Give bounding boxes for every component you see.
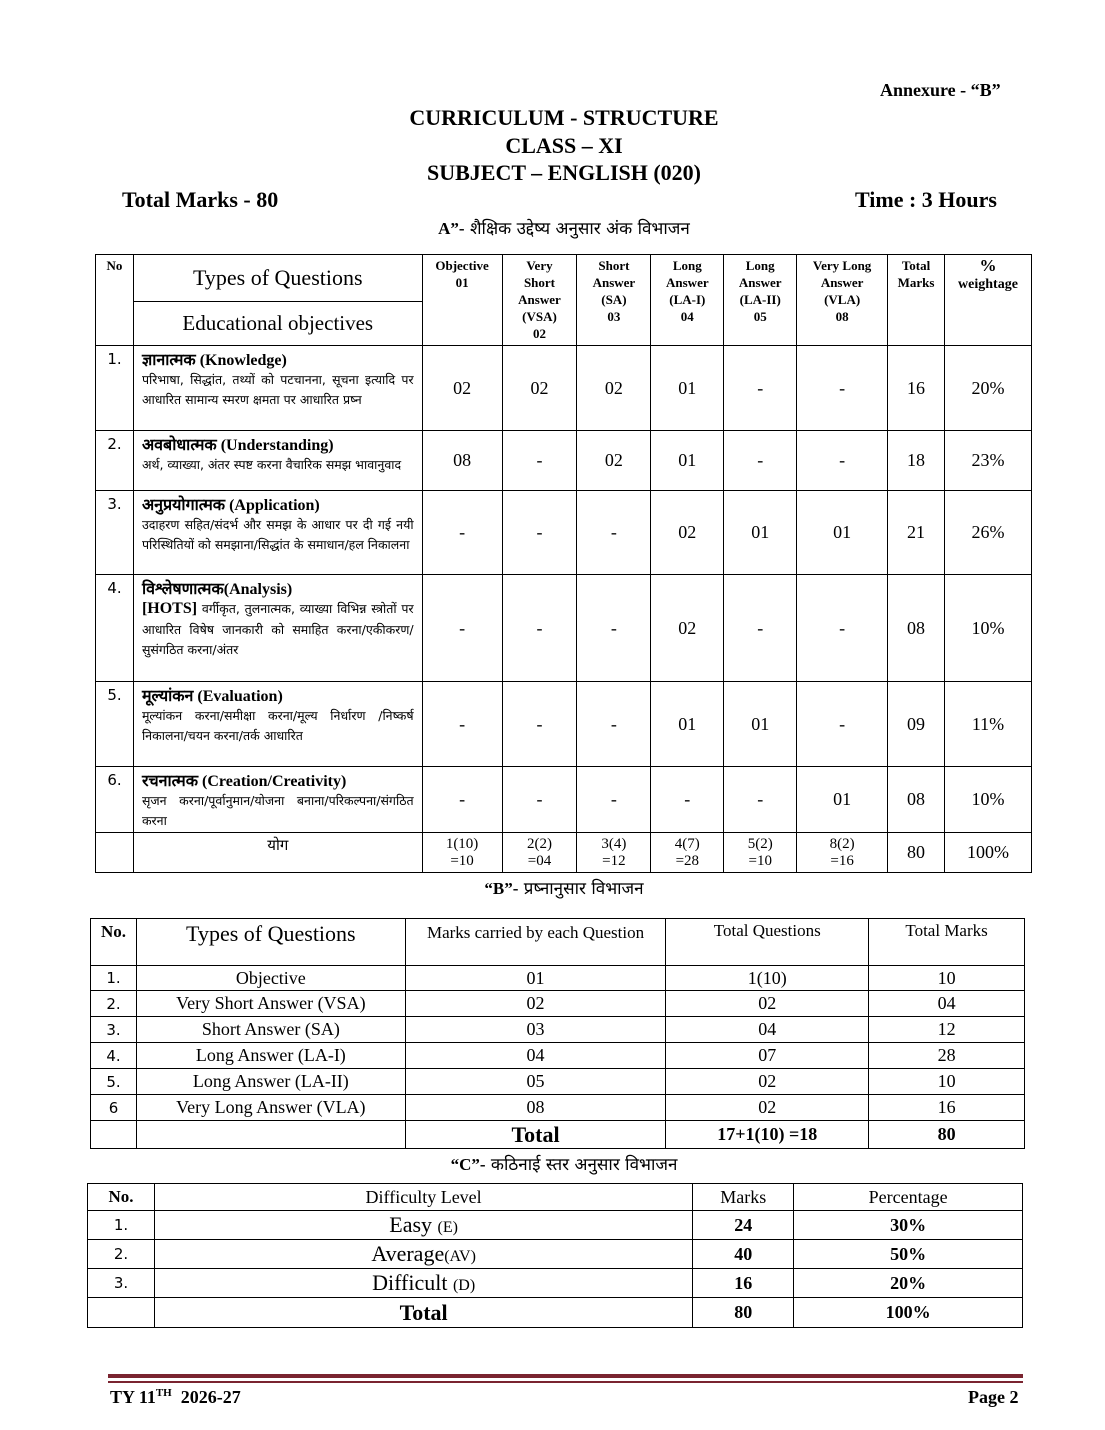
total-weightage: 100% — [945, 833, 1032, 873]
cell-la2: - — [724, 346, 797, 431]
objective-cell: मूल्यांकन (Evaluation) मूल्यांकन करना/समीक्षा करना/मूल्य निर्धारण /निष्कर्ष निकालना/चयन करना/तर्क आधारित — [133, 682, 422, 767]
cell-la1: 01 — [651, 682, 724, 767]
cell-la2: 01 — [724, 682, 797, 767]
table-row: 1. Easy (E) 24 30% — [88, 1211, 1023, 1240]
cell-sa: - — [577, 575, 651, 682]
cell-sa: - — [577, 767, 651, 833]
col-percentage-header: Percentage — [794, 1184, 1023, 1211]
total-percentage: 100% — [794, 1298, 1023, 1328]
question-type-table — [90, 918, 1025, 1149]
section-c-prefix: “C”- — [450, 1155, 486, 1174]
cell-weightage: 23% — [945, 431, 1032, 491]
objective-cell: अनुप्रयोगात्मक (Application) उदाहरण सहित/संदर्भ और समझ के आधार पर दी गई नयी परिस्थितियों को समझाना/सिद्धांत के समाधान/हल निकालना — [133, 491, 422, 575]
header-row — [91, 919, 1025, 966]
table-row: 3. Difficult (D) 16 20% — [88, 1269, 1023, 1298]
row-no: 4. — [96, 575, 134, 682]
table-row — [96, 346, 1032, 431]
cell-vla: 01 — [797, 767, 888, 833]
time-label: Time : 3 Hours — [855, 187, 997, 212]
table-row — [96, 682, 1032, 767]
cell-weightage: 26% — [945, 491, 1032, 575]
section-b-heading — [0, 876, 1105, 899]
footer-left: TY 11TH 2026-27 — [110, 1387, 241, 1407]
cell-total: 16 — [888, 346, 945, 431]
col-marks-each-header: Marks carried by each Question — [405, 919, 666, 966]
col-types-header: Types of Questions — [133, 255, 422, 302]
total-marks: 80 — [693, 1298, 794, 1328]
total-sa: 3(4) =12 — [577, 833, 651, 873]
class-title: CLASS – XI — [505, 133, 623, 158]
objective-cell: ज्ञानात्मक (Knowledge) परिभाषा, सिद्धांत, तथ्यों को पटचानना, सूचना इत्यादि पर आधारित सामान्य स्मरण क्षमता पर आधारित प्रष्न — [133, 346, 422, 431]
total-label: Total — [154, 1298, 692, 1328]
col-total-marks-header: Total Marks — [888, 255, 945, 346]
cell-total: 18 — [888, 431, 945, 491]
cell-vla: - — [797, 575, 888, 682]
total-row-no — [96, 833, 134, 873]
total-row — [91, 1121, 1025, 1149]
cell-vsa: - — [502, 575, 577, 682]
objective-cell: रचनात्मक (Creation/Creativity) सृजन करना/पूर्वानुमान/योजना बनाना/परिकल्पना/संगठित करना — [133, 767, 422, 833]
total-la1: 4(7) =28 — [651, 833, 724, 873]
table-row — [96, 431, 1032, 491]
total-vsa: 2(2) =04 — [502, 833, 577, 873]
total-marks: 80 — [888, 833, 945, 873]
cell-la1: 01 — [651, 346, 724, 431]
cell-weightage: 10% — [945, 575, 1032, 682]
col-vsa-header: Very Short Answer (VSA) 02 — [502, 255, 577, 346]
col-edu-objectives-header: Educational objectives — [133, 302, 422, 346]
total-label: Total — [405, 1121, 666, 1149]
cell-vla: - — [797, 346, 888, 431]
total-row — [88, 1298, 1023, 1328]
objective-cell: अवबोधात्मक (Understanding) अर्थ, व्याख्या, अंतर स्पष्ट करना वैचारिक समझ भावानुवाद — [133, 431, 422, 491]
cell-weightage: 11% — [945, 682, 1032, 767]
objectives-table — [95, 254, 1032, 873]
section-c-heading — [0, 1152, 1105, 1175]
section-c-heading-hi: कठिनाई स्तर अनुसार विभाजन — [485, 1155, 678, 1175]
cell-sa: - — [577, 682, 651, 767]
cell-vsa: - — [502, 491, 577, 575]
cell-objective: - — [422, 767, 502, 833]
row-no: 1. — [96, 346, 134, 431]
total-questions: 17+1(10) =18 — [666, 1121, 869, 1149]
total-vla: 8(2) =16 — [797, 833, 888, 873]
subject-title: SUBJECT – ENGLISH (020) — [426, 160, 702, 185]
total-marks-label: Total Marks - 80 — [122, 187, 279, 212]
cell-vla: - — [797, 431, 888, 491]
cell-total: 08 — [888, 767, 945, 833]
row-no: 3. — [96, 491, 134, 575]
section-b-prefix: “B”- — [484, 879, 519, 898]
page-title: CURRICULUM - STRUCTURE — [409, 105, 719, 130]
cell-total: 21 — [888, 491, 945, 575]
cell-vsa: - — [502, 767, 577, 833]
total-label: योग — [133, 833, 422, 873]
footer-rule-thick — [108, 1374, 1023, 1378]
total-row — [96, 833, 1032, 873]
cell-objective: 02 — [422, 346, 502, 431]
col-difficulty-header: Difficulty Level — [154, 1184, 692, 1211]
col-la1-header: Long Answer (LA-I) 04 — [651, 255, 724, 346]
cell-vsa: - — [502, 431, 577, 491]
col-marks-header: Marks — [693, 1184, 794, 1211]
cell-vsa: - — [502, 682, 577, 767]
cell-total: 08 — [888, 575, 945, 682]
section-a-heading — [0, 216, 1105, 239]
section-a-heading-hi: शैक्षिक उद्देष्य अनुसार अंक विभाजन — [464, 219, 690, 239]
cell-la1: 01 — [651, 431, 724, 491]
table-row: 5. Long Answer (LA-II) 05 02 10 — [91, 1069, 1025, 1095]
cell-vla: - — [797, 682, 888, 767]
row-no: 5. — [96, 682, 134, 767]
cell-la1: - — [651, 767, 724, 833]
cell-vsa: 02 — [502, 346, 577, 431]
table-row: 2. Average(AV) 40 50% — [88, 1240, 1023, 1269]
cell-la2: - — [724, 575, 797, 682]
cell-la2: - — [724, 431, 797, 491]
cell-sa: 02 — [577, 431, 651, 491]
cell-la2: - — [724, 767, 797, 833]
col-weightage-header: % weightage — [945, 255, 1032, 346]
cell-sa: - — [577, 491, 651, 575]
objective-cell: विश्लेषणात्मक(Analysis) [HOTS] वर्गीकृत, तुलनात्मक, व्याख्या विभिन्न स्त्रोतों पर आधारित विषेष जानकारी को समाहित करना/एकीकरण/सुसंगठित करना/अंतर — [133, 575, 422, 682]
cell-total: 09 — [888, 682, 945, 767]
cell-weightage: 10% — [945, 767, 1032, 833]
total-la2: 5(2) =10 — [724, 833, 797, 873]
footer-rule-thin — [108, 1381, 1023, 1383]
total-objective: 1(10) =10 — [422, 833, 502, 873]
cell-objective: - — [422, 575, 502, 682]
table-row — [96, 491, 1032, 575]
cell-objective: - — [422, 682, 502, 767]
cell-sa: 02 — [577, 346, 651, 431]
col-objective-header: Objective 01 — [422, 255, 502, 346]
col-la2-header: Long Answer (LA-II) 05 — [724, 255, 797, 346]
col-no-header: No. — [88, 1184, 155, 1211]
page-number: Page 2 — [968, 1387, 1019, 1407]
table-row — [96, 767, 1032, 833]
col-total-marks-header: Total Marks — [869, 919, 1025, 966]
table-row: 4. Long Answer (LA-I) 04 07 28 — [91, 1043, 1025, 1069]
table-row: 6 Very Long Answer (VLA) 08 02 16 — [91, 1095, 1025, 1121]
table-row: 2. Very Short Answer (VSA) 02 02 04 — [91, 991, 1025, 1017]
cell-la2: 01 — [724, 491, 797, 575]
difficulty-table — [87, 1183, 1023, 1328]
col-total-questions-header: Total Questions — [666, 919, 869, 966]
col-no-header: No — [96, 255, 134, 346]
cell-objective: 08 — [422, 431, 502, 491]
col-no-header: No. — [91, 919, 137, 966]
total-marks: 80 — [869, 1121, 1025, 1149]
col-types-header: Types of Questions — [136, 919, 405, 966]
section-a-prefix: A”- — [438, 219, 465, 238]
table-row: 3. Short Answer (SA) 03 04 12 — [91, 1017, 1025, 1043]
header-row — [88, 1184, 1023, 1211]
col-sa-header: Short Answer (SA) 03 — [577, 255, 651, 346]
cell-vla: 01 — [797, 491, 888, 575]
cell-la1: 02 — [651, 575, 724, 682]
cell-objective: - — [422, 491, 502, 575]
row-no: 6. — [96, 767, 134, 833]
row-no: 2. — [96, 431, 134, 491]
table-row: 1. Objective 01 1(10) 10 — [91, 966, 1025, 991]
cell-weightage: 20% — [945, 346, 1032, 431]
annexure-label: Annexure - “B” — [880, 80, 1001, 100]
section-b-heading-hi: प्रष्नानुसार विभाजन — [518, 879, 644, 899]
col-vla-header: Very Long Answer (VLA) 08 — [797, 255, 888, 346]
table-row — [96, 575, 1032, 682]
cell-la1: 02 — [651, 491, 724, 575]
